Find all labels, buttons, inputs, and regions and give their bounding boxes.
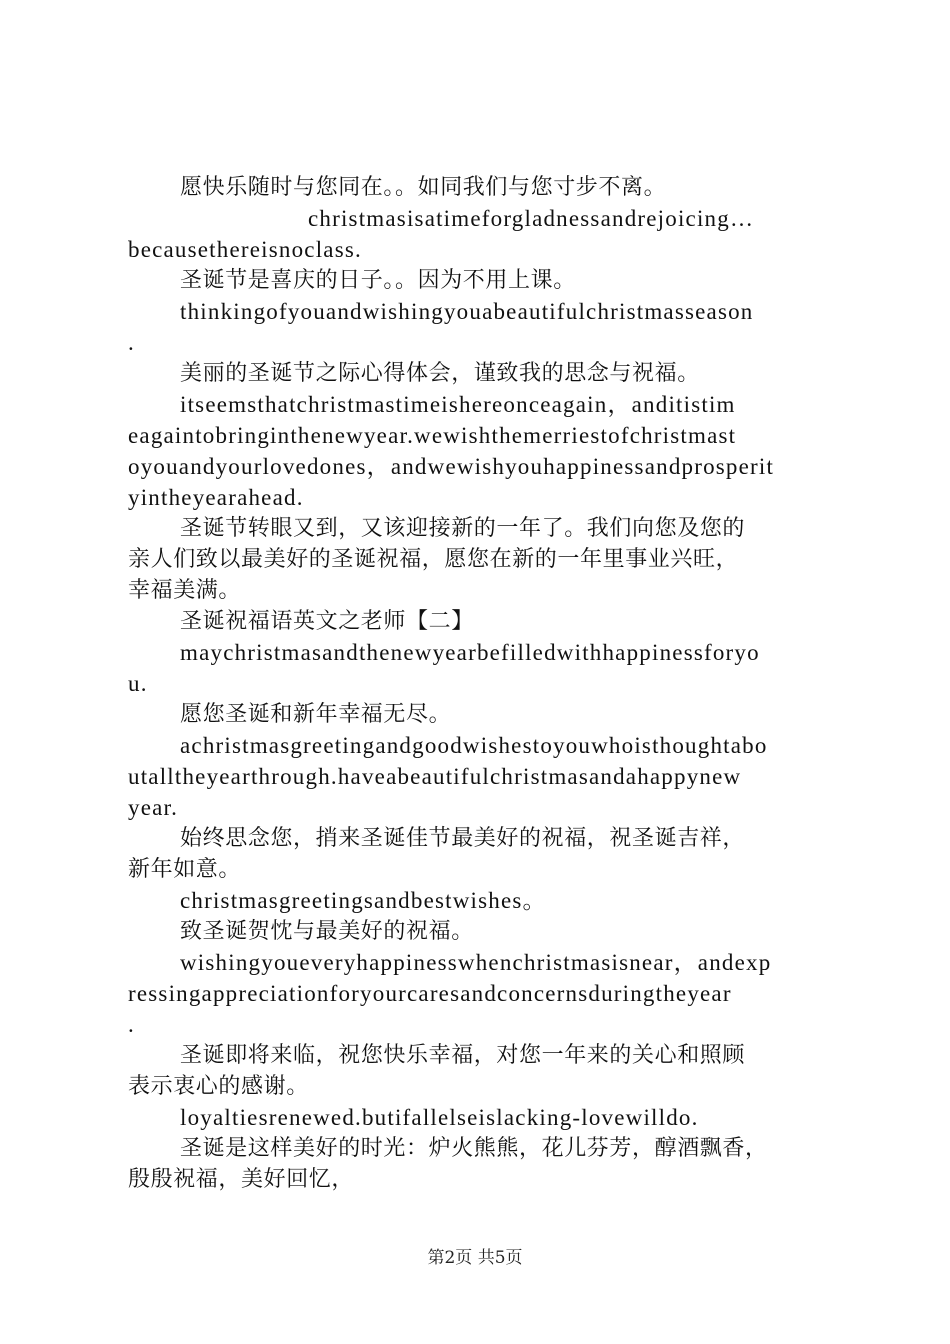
text-line: eagaintobringinthenewyear.wewishthemerriestofchristmast: [128, 423, 737, 448]
text-line: year.: [128, 795, 179, 820]
text-line: 美丽的圣诞节之际心得体会，谨致我的思念与祝福。: [180, 361, 700, 386]
text-line: maychristmasandthenewyearbefilledwithhappinessforyo: [180, 640, 760, 665]
text-line: itseemsthatchristmastimeishereonceagain，anditistim: [180, 392, 736, 417]
text-line: oyouandyourlovedones，andwewishyouhappinessandprosperit: [128, 454, 775, 479]
text-line: .: [128, 330, 135, 355]
text-line: 始终思念您，捎来圣诞佳节最美好的祝福，祝圣诞吉祥，: [180, 826, 746, 851]
text-line: 圣诞即将来临，祝您快乐幸福，对您一年来的关心和照顾: [180, 1043, 746, 1068]
text-line: 新年如意。: [128, 857, 242, 882]
text-line: christmasisatimeforgladnessandrejoicing…: [308, 206, 755, 231]
text-line: 幸福美满。: [128, 578, 242, 603]
text-line: ressingappreciationforyourcaresandconcernsduringtheyear: [128, 981, 732, 1006]
text-line: 致圣诞贺忱与最美好的祝福。: [180, 919, 474, 944]
text-line: loyaltiesrenewed.butifallelseislacking-lovewilldo.: [180, 1105, 699, 1130]
page-number-footer: 第2页 共5页: [427, 1248, 523, 1268]
text-line: 圣诞节是喜庆的日子。。因为不用上课。: [180, 268, 576, 293]
text-line: thinkingofyouandwishingyouabeautifulchristmasseason: [180, 299, 754, 324]
document-body: [128, 172, 834, 1195]
text-line: 圣诞节转眼又到，又该迎接新的一年了。我们向您及您的: [180, 516, 746, 541]
text-line: utalltheyearthrough.haveabeautifulchristmasandahappynew: [128, 764, 742, 789]
text-line: achristmasgreetingandgoodwishestoyouwhoisthoughtabo: [180, 733, 768, 758]
text-line: becausethereisnoclass.: [128, 237, 362, 262]
text-line: christmasgreetingsandbestwishes。: [180, 888, 547, 913]
text-line: 亲人们致以最美好的圣诞祝福，愿您在新的一年里事业兴旺，: [128, 547, 739, 572]
text-line: 圣诞是这样美好的时光：炉火熊熊，花儿芬芳，醇酒飘香，: [180, 1136, 768, 1161]
text-line: yintheyearahead.: [128, 485, 304, 510]
text-line: 愿快乐随时与您同在。。如同我们与您寸步不离。: [180, 175, 667, 200]
text-line: 愿您圣诞和新年幸福无尽。: [180, 702, 452, 727]
text-line: u.: [128, 671, 148, 696]
text-line: 表示衷心的感谢。: [128, 1074, 309, 1099]
section-heading: 圣诞祝福语英文之老师【二】: [180, 609, 474, 634]
text-line: .: [128, 1012, 135, 1037]
text-line: wishingyoueveryhappinesswhenchristmasisnear，andexp: [180, 950, 772, 975]
text-line: 殷殷祝福，美好回忆，: [128, 1167, 355, 1192]
